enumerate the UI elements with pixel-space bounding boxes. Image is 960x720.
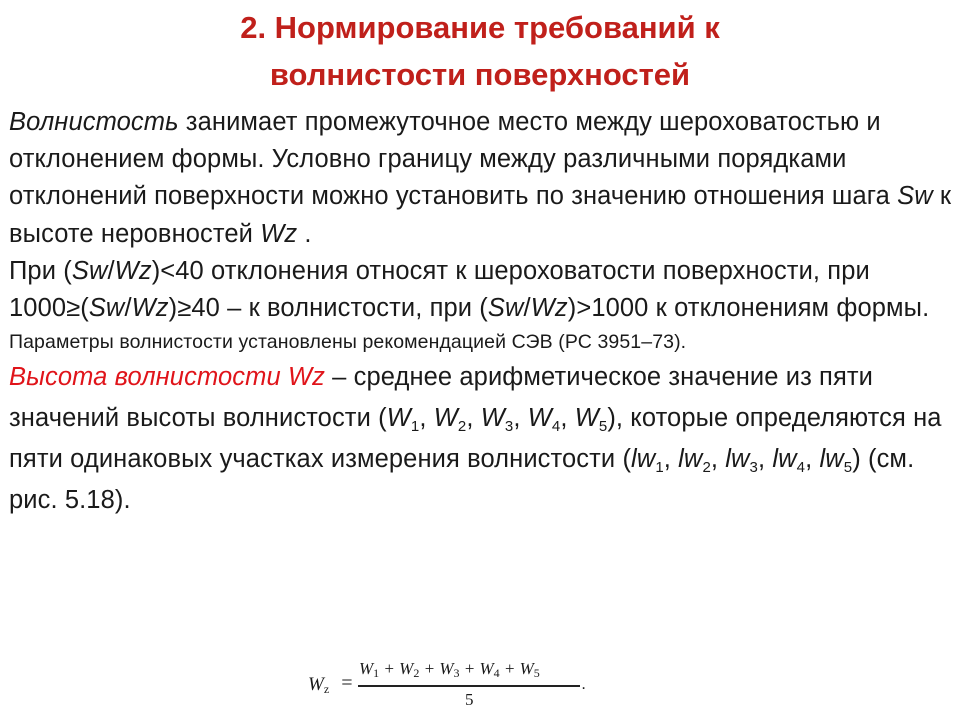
formula-lhs: $W_z$ — [308, 674, 330, 696]
formula-numerator: $W_1 + W_2 + W_3 + W_4 + W_5$ — [359, 659, 540, 680]
term-waviness: Волнистость — [9, 108, 179, 136]
paragraph-wz-definition: Высота волнистости Wz – среднее арифметическое значение из пяти значений высоты волнистости ($W_1$, $W_2$, $W_3$, $W_4$, $W_5$), которые определяются на пяти одинаковых участках измерения волнистости ($lw_1$, $lw_2$, $lw_3$, $lw_4$, $lw_5$) (см. рис. 5.18). — [9, 363, 942, 515]
slide-title — [0, 4, 960, 98]
formula-equals: = — [340, 672, 354, 694]
slide-body — [9, 104, 954, 521]
title-line-2: волнистости поверхностей — [269, 57, 691, 92]
wz-formula — [308, 659, 588, 715]
formula-denominator: 5 — [465, 690, 474, 709]
paragraph-waviness-definition: Волнистость занимает промежуточное место между шероховатостью и отклонением формы. Условно границу между различными порядками отклонений поверхности можно установить по значению отношения шага Sw к высоте неровностей Wz . — [9, 108, 952, 248]
formula-period: . — [582, 676, 586, 693]
paragraph-ratio-rules: При (Sw/Wz)<40 отклонения относят к шероховатости поверхности, при 1000≥(Sw/Wz)≥40 – к волнистости, при (Sw/Wz)>1000 к отклонениям формы. — [9, 256, 930, 323]
title-line-1: 2. Нормирование требований к — [240, 10, 720, 45]
fraction-bar — [358, 685, 580, 687]
paragraph-standard-reference: Параметры волнистости установлены рекомендацией СЭВ (РС 3951–73). — [9, 331, 687, 354]
term-wz: Высота волнистости Wz — [9, 363, 325, 392]
